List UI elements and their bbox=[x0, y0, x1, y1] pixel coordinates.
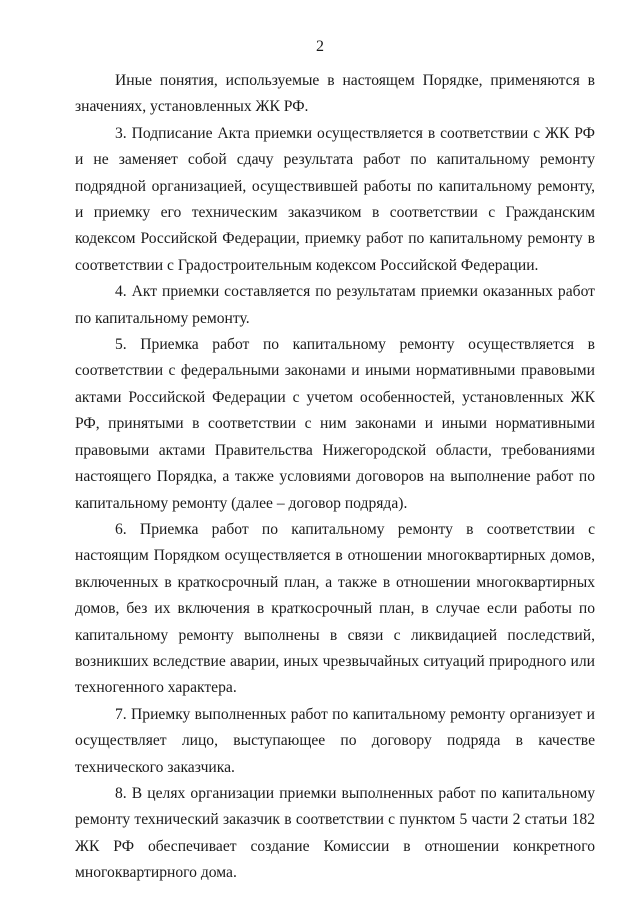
paragraph-item-6: 6. Приемка работ по капитальному ремонту в соответствии с настоящим Порядком осуществляется в отношении многоквартирных домов, включенных в краткосрочный план, а также в отношении многоквартирных домов, без их включения в краткосрочный план, в случае если работы по капитальному ремонту выполнены в связи с ликвидацией последствий, возникших вследствие аварии, иных чрезвычайных ситуаций природного или техногенного характера. bbox=[75, 520, 595, 697]
paragraph-item-3: 3. Подписание Акта приемки осуществляется в соответствии с ЖК РФ и не заменяет собой сдачу результата работ по капитальному ремонту подрядной организацией, осуществившей работы по капитальному ремонту, и приемку его техническим заказчиком в соответствии с Гражданским кодексом Российской Федерации, приемку работ по капитальному ремонту в соответствии с Градостроительным кодексом Российской Федерации. bbox=[75, 124, 595, 274]
paragraph-item-8: 8. В целях организации приемки выполненных работ по капитальному ремонту технический заказчик в соответствии с пунктом 5 части 2 статьи 182 ЖК РФ обеспечивает создание Комиссии в отношении конкретного многоквартирного дома. bbox=[75, 784, 595, 882]
paragraph-other-terms: Иные понятия, используемые в настоящем Порядке, применяются в значениях, установленных ЖК РФ. bbox=[75, 72, 595, 116]
page-number: 2 bbox=[316, 38, 324, 55]
paragraph-item-4: 4. Акт приемки составляется по результатам приемки оказанных работ по капитальному ремонту. bbox=[75, 283, 595, 327]
document-body bbox=[75, 68, 595, 887]
paragraph-item-5: 5. Приемка работ по капитальному ремонту осуществляется в соответствии с федеральными законами и иными нормативными правовыми актами Российской Федерации с учетом особенностей, установленных ЖК РФ, принятыми в соответствии с ним законами и иными нормативными правовыми актами Правительства Нижегородской области, требованиями настоящего Порядка, а также условиями договоров на выполнение работ по капитальному ремонту (далее – договор подряда). bbox=[75, 336, 595, 512]
paragraph-item-7: 7. Приемку выполненных работ по капитальному ремонту организует и осуществляет лицо, выступающее по договору подряда в качестве технического заказчика. bbox=[75, 705, 595, 776]
